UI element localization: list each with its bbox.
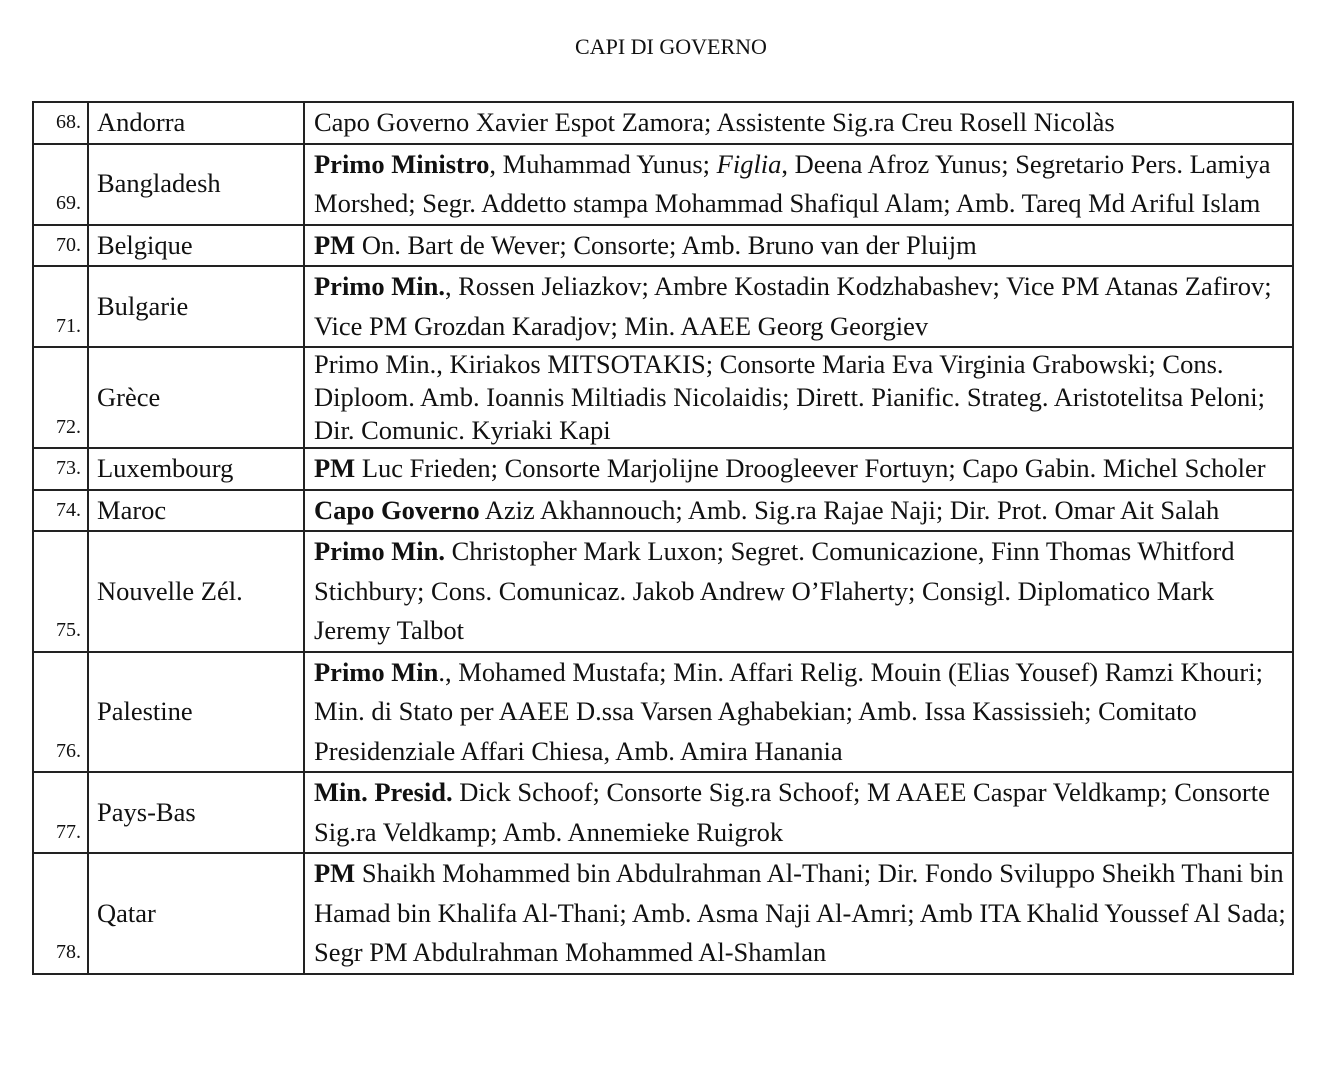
row-number <box>33 853 88 974</box>
delegation-text: , Deena Afroz Yunus; Segretario Pers. Lamiya Morshed; Segr. Addetto stampa Mohammad Shafiqul Alam; Amb. Tareq Md Ariful Islam <box>314 148 1271 218</box>
role-title: Primo Ministro <box>314 148 490 179</box>
role-title: Primo Min. <box>314 536 445 566</box>
table-row <box>33 853 1293 974</box>
delegation-text: On. Bart de Wever; Consorte; Amb. Bruno van der Pluijm <box>355 229 977 260</box>
row-number <box>33 144 88 225</box>
delegation-members <box>304 772 1293 853</box>
table-row <box>33 652 1293 773</box>
row-number-text: 71. <box>56 314 81 337</box>
delegation-text: , Muhammad Yunus; <box>489 148 717 179</box>
page-title: CAPI DI GOVERNO <box>575 34 767 59</box>
role-title: PM <box>314 229 356 260</box>
country-name: Bangladesh <box>88 144 304 225</box>
country-name: Andorra <box>88 102 304 144</box>
delegation-text: Shaikh Mohammed bin Abdulrahman Al-Thani; Dir. Fondo Sviluppo Sheikh Thani bin Hamad bin Khalifa Al-Thani; Amb. Asma Naji Al-Amri; Amb ITA Khalid Youssef Al Sada; Segr PM Abdulrahman Mohammed Al-Shamlan <box>314 858 1286 967</box>
delegation-text: , Rossen Jeliazkov; Ambre Kostadin Kodzhabashev; Vice PM Atanas Zafirov; Vice PM Grozdan Karadjov; Min. AAEE Georg Georgiev <box>314 271 1272 341</box>
country-name: Maroc <box>88 490 304 532</box>
row-number <box>33 225 88 267</box>
row-number <box>33 448 88 490</box>
delegation-text: Dick Schoof; Consorte Sig.ra Schoof; M AAEE Caspar Veldkamp; Consorte Sig.ra Veldkamp; Amb. Annemieke Ruigrok <box>314 777 1270 847</box>
country-name: Pays-Bas <box>88 772 304 853</box>
row-number-text: 69. <box>56 192 81 214</box>
delegation-members <box>304 102 1293 144</box>
delegation-members <box>304 266 1293 347</box>
role-title: Primo Min <box>314 656 439 687</box>
table-row <box>33 531 1293 652</box>
row-number-text: 76. <box>56 739 81 762</box>
delegation-text: ., Mohamed Mustafa; Min. Affari Relig. Mouin (Elias Yousef) Ramzi Khouri; Min. di Stato per AAEE D.ssa Varsen Aghabekian; Amb. Issa Kassissieh; Comitato Presidenziale Affari Chiesa, Amb. Amira Hanania <box>314 656 1263 766</box>
row-number <box>33 102 88 144</box>
row-number <box>33 490 88 532</box>
row-number <box>33 652 88 773</box>
delegation-text: Luc Frieden; Consorte Marjolijne Droogleever Fortuyn; Capo Gabin. Michel Scholer <box>355 453 1266 483</box>
delegation-members <box>304 448 1293 490</box>
country-name: Grèce <box>88 347 304 448</box>
delegation-text: Primo Min., Kiriakos MITSOTAKIS; Consorte Maria Eva Virginia Grabowski; Cons. Diploom. Amb. Ioannis Miltiadis Nicolaidis; Dirett. Pianific. Strateg. Aristotelitsa Peloni; Dir. Comunic. Kyriaki Kapi <box>314 349 1265 445</box>
row-number-text: 77. <box>56 820 81 843</box>
country-name: Nouvelle Zél. <box>88 531 304 652</box>
row-number <box>33 531 88 652</box>
row-number-text: 70. <box>56 233 81 256</box>
table-row <box>33 225 1293 267</box>
row-number-text: 68. <box>56 111 81 133</box>
delegation-members <box>304 531 1293 652</box>
delegation-members <box>304 853 1293 974</box>
role-title: PM <box>314 453 356 483</box>
delegation-members <box>304 490 1293 532</box>
row-number-text: 72. <box>56 415 81 438</box>
table-row <box>33 448 1293 490</box>
row-number-text: 78. <box>56 941 81 963</box>
delegation-members <box>304 652 1293 773</box>
role-title: Min. Presid. <box>314 777 453 807</box>
country-name: Luxembourg <box>88 448 304 490</box>
row-number-text: 74. <box>56 498 81 521</box>
role-title: Primo Min. <box>314 271 445 301</box>
role-title: PM <box>314 858 356 888</box>
delegation-text: Capo Governo Xavier Espot Zamora; Assistente Sig.ra Creu Rosell Nicolàs <box>314 107 1115 137</box>
relation-label: Figlia <box>716 148 782 179</box>
country-name: Qatar <box>88 853 304 974</box>
table-row <box>33 347 1293 448</box>
row-number <box>33 772 88 853</box>
table-row <box>33 144 1293 225</box>
row-number <box>33 266 88 347</box>
delegation-members <box>304 144 1293 225</box>
delegations-table <box>32 101 1294 975</box>
delegation-members <box>304 225 1293 267</box>
country-name: Palestine <box>88 652 304 773</box>
table-row <box>33 102 1293 144</box>
country-name: Bulgarie <box>88 266 304 347</box>
table-body <box>33 102 1293 974</box>
row-number <box>33 347 88 448</box>
row-number-text: 75. <box>56 619 81 641</box>
delegation-text: Christopher Mark Luxon; Segret. Comunicazione, Finn Thomas Whitford Stichbury; Cons. Comunicaz. Jakob Andrew O’Flaherty; Consigl. Diplomatico Mark Jeremy Talbot <box>314 536 1235 645</box>
country-name: Belgique <box>88 225 304 267</box>
delegation-text: Aziz Akhannouch; Amb. Sig.ra Rajae Naji; Dir. Prot. Omar Ait Salah <box>479 494 1220 525</box>
delegation-members <box>304 347 1293 448</box>
row-number-text: 73. <box>56 457 81 479</box>
role-title: Capo Governo <box>314 494 480 525</box>
table-row <box>33 490 1293 532</box>
table-row <box>33 772 1293 853</box>
table-row <box>33 266 1293 347</box>
